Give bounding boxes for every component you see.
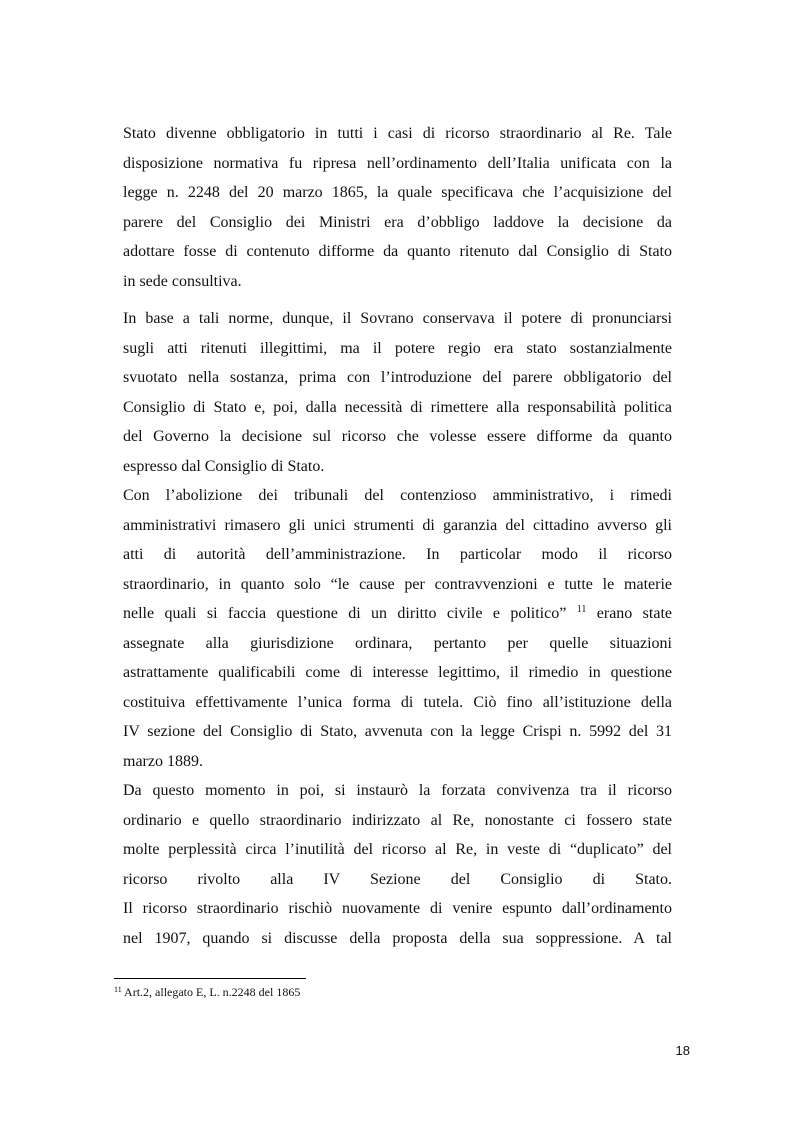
text-line: Il ricorso straordinario rischiò nuovamente di venire espunto dall’ordinamento — [123, 900, 672, 917]
footnote-number: 11 — [114, 985, 122, 994]
text-line: disposizione normativa fu ripresa nell’ordinamento dell’Italia unificata con la — [123, 154, 672, 172]
text-line: molte perplessità circa l’inutilità del ricorso al Re, in veste di “duplicato” del — [123, 841, 672, 858]
text-line: espresso dal Consiglio di Stato. — [123, 457, 325, 475]
text-line: assegnate alla giurisdizione ordinara, pertanto per quelle situazioni — [123, 634, 672, 652]
text-line: adottare fosse di contenuto difforme da quanto ritenuto dal Consiglio di Stato — [123, 243, 672, 260]
text-line: ricorso rivolto alla IV Sezione del Consiglio di Stato. — [123, 870, 672, 888]
text-line: IV sezione del Consiglio di Stato, avvenuta con la legge Crispi n. 5992 del 31 — [123, 723, 672, 740]
paragraph-3 — [123, 481, 672, 776]
text-line: Stato divenne obbligatorio in tutti i casi di ricorso straordinario al Re. Tale — [123, 125, 672, 142]
text-line: in sede consultiva. — [123, 272, 242, 290]
footnote-text: Art.2, allegato E, L. n.2248 del 1865 — [121, 985, 301, 999]
text-line: costituiva effettivamente l’unica forma di tutela. Ciò fino all’istituzione della — [123, 693, 672, 711]
text-line: marzo 1889. — [123, 752, 203, 770]
paragraph-5 — [123, 894, 672, 953]
paragraph-gap — [123, 296, 672, 304]
text-line: parere del Consiglio dei Ministri era d’obbligo laddove la decisione da — [123, 213, 672, 231]
text-line: sugli atti ritenuti illegittimi, ma il potere regio era stato sostanzialmente — [123, 339, 672, 357]
paragraph-2 — [123, 304, 672, 481]
text-line: In base a tali norme, dunque, il Sovrano conservava il potere di pronunciarsi — [123, 310, 672, 327]
footnote-divider — [114, 978, 306, 979]
body-text — [123, 119, 672, 953]
paragraph-1 — [123, 119, 672, 296]
text-line: amministrativi rimasero gli unici strumenti di garanzia del cittadino avverso gli — [123, 516, 672, 534]
text-line-with-footnote-ref — [123, 599, 672, 629]
text-line: del Governo la decisione sul ricorso che volesse essere difforme da quanto — [123, 428, 672, 445]
text-line: nel 1907, quando si discusse della proposta della sua soppressione. A tal — [123, 929, 672, 947]
footnote-reference: 11 — [576, 604, 587, 615]
text-line: Consiglio di Stato e, poi, dalla necessità di rimettere alla responsabilità politica — [123, 398, 672, 416]
paragraph-4 — [123, 776, 672, 894]
text-line: Da questo momento in poi, si instaurò la forzata convivenza tra il ricorso — [123, 782, 672, 799]
text-line: svuotato nella sostanza, prima con l’introduzione del parere obbligatorio del — [123, 369, 672, 386]
text-line: Con l’abolizione dei tribunali del contenzioso amministrativo, i rimedi — [123, 487, 672, 504]
text-line: astrattamente qualificabili come di interesse legittimo, il rimedio in questione — [123, 664, 672, 681]
text-line: straordinario, in quanto solo “le cause per contravvenzioni e tutte le materie — [123, 575, 672, 593]
text-segment: erano state — [586, 605, 673, 622]
text-segment: nelle quali si faccia questione di un diritto civile e politico” — [123, 605, 567, 622]
text-line: legge n. 2248 del 20 marzo 1865, la quale specificava che l’acquisizione del — [123, 184, 672, 201]
text-line: atti di autorità dell’amministrazione. In particolar modo il ricorso — [123, 546, 672, 563]
text-line: ordinario e quello straordinario indirizzato al Re, nonostante ci fossero state — [123, 811, 672, 829]
page-number: 18 — [675, 1043, 690, 1058]
footnote — [114, 985, 300, 1000]
